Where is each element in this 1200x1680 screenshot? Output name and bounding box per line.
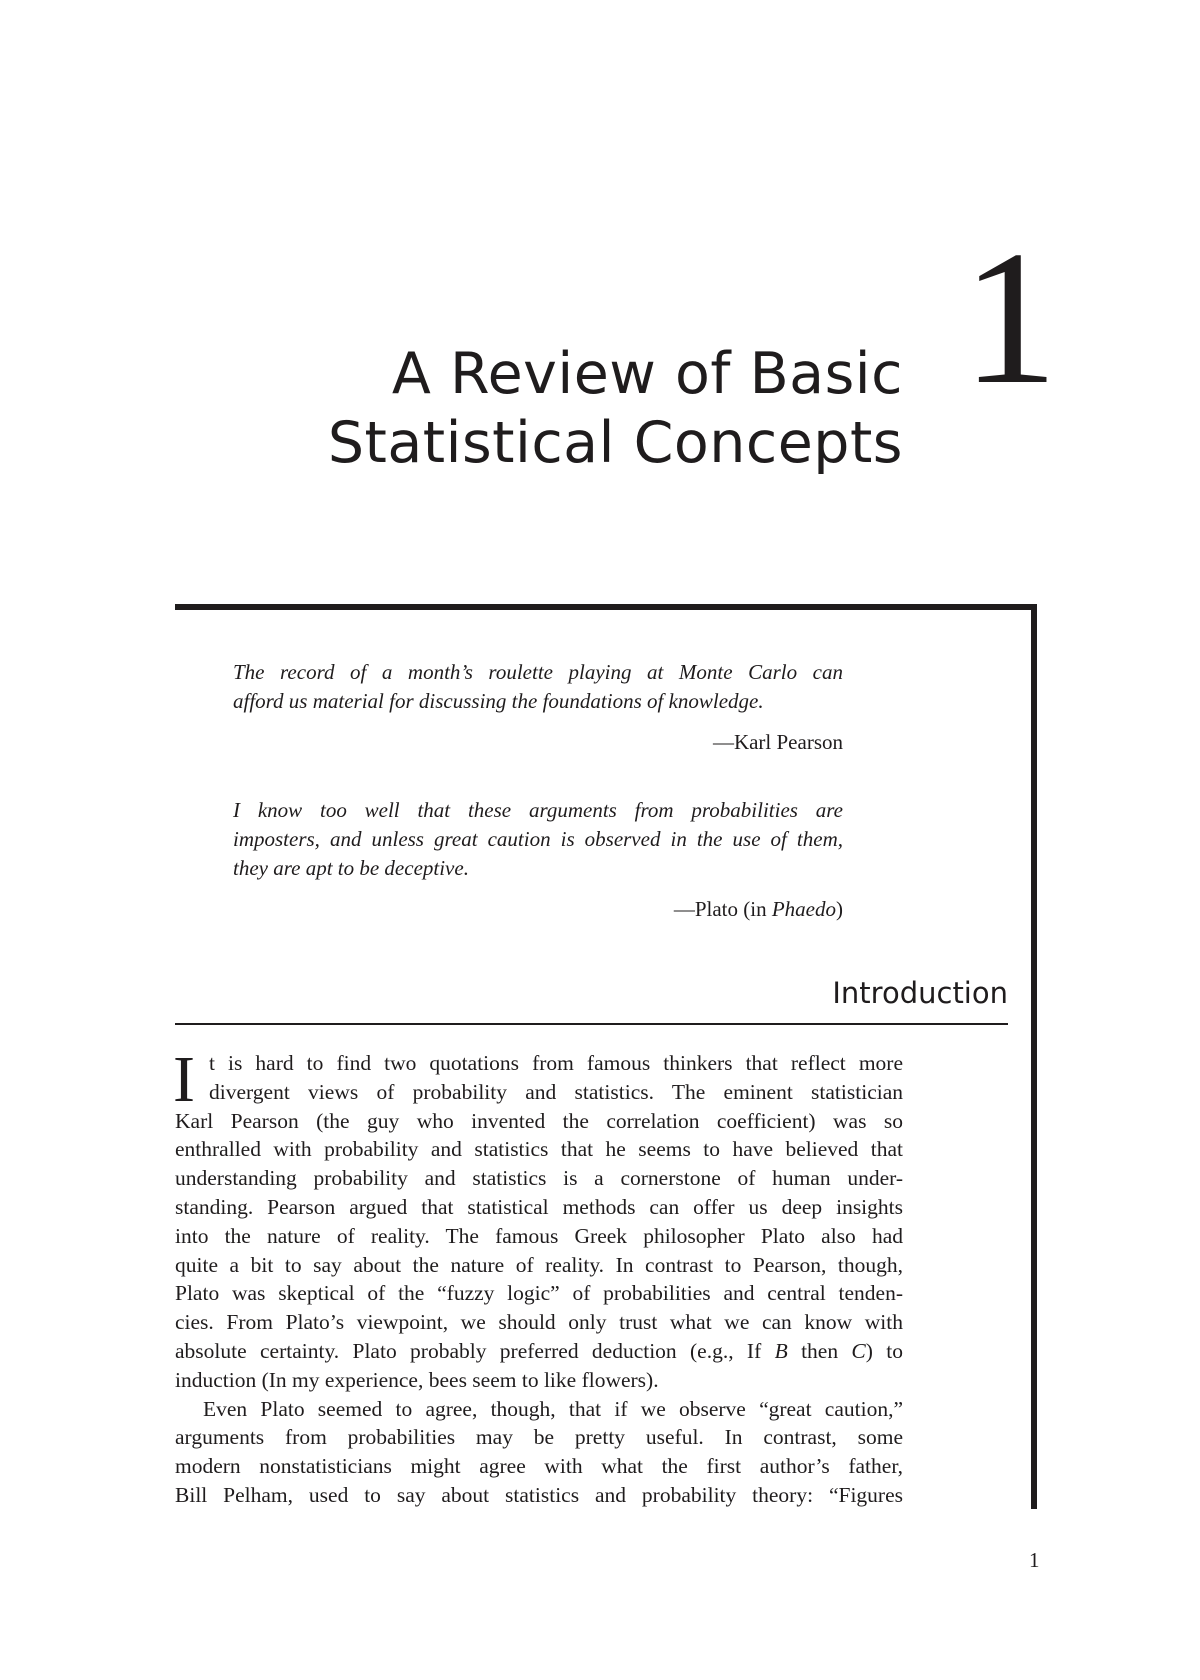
epigraph-line: I know too well that these arguments from probabilities are [233,798,843,822]
body-italic: C [851,1338,866,1363]
chapter-title-line-1: A Review of Basic [391,341,903,407]
body-line: modern nonstatisticians might agree with what the first author’s father, [175,1454,903,1479]
body-line [175,1337,903,1366]
body-line: cies. From Plato’s viewpoint, we should only trust what we can know with [175,1310,903,1335]
drop-cap: I [173,1043,195,1116]
epigraph-line: imposters, and unless great caution is observed in the use of them, [233,827,843,851]
body-fragment: then [787,1338,852,1363]
chapter-number: 1 [962,211,1058,424]
body-line: divergent views of probability and statistics. The eminent statistician [209,1079,903,1104]
epigraph-line: they are apt to be deceptive. [233,856,469,880]
body-italic: B [774,1338,788,1363]
epigraph-attribution-plato [674,895,843,924]
body-line: into the nature of reality. The famous Greek philosopher Plato also had [175,1223,903,1248]
body-line: understanding probability and statistics is a cornerstone of human under- [175,1166,903,1191]
body-line: Plato was skeptical of the “fuzzy logic” of probabilities and central tenden- [175,1281,903,1306]
frame-top-rule [175,604,1037,610]
epigraph-plato [233,796,843,883]
frame-right-rule [1031,604,1037,1509]
body-line: Even Plato seemed to agree, though, that if we observe “great caution,” [203,1396,903,1421]
body-fragment: absolute certainty. Plato probably preferred deduction (e.g., If [175,1338,775,1363]
attribution-suffix: ) [836,897,843,921]
attribution-work: Phaedo [771,897,836,921]
body-line: Bill Pelham, used to say about statistics and probability theory: “Figures [175,1482,903,1507]
epigraph-line: afford us material for discussing the foundations of knowledge. [233,689,764,713]
epigraph-pearson [233,658,843,716]
body-line: induction (In my experience, bees seem to like flowers). [175,1367,659,1392]
body-line: standing. Pearson argued that statistical methods can offer us deep insights [175,1194,903,1219]
attribution-prefix: —Plato (in [673,897,772,921]
body-line: t is hard to find two quotations from famous thinkers that reflect more [209,1051,903,1075]
chapter-title-line-2: Statistical Concepts [327,410,903,476]
body-line: enthralled with probability and statistics that he seems to have believed that [175,1137,903,1162]
section-heading: Introduction [832,976,1008,1010]
epigraph-line: The record of a month’s roulette playing at Monte Carlo can [233,660,843,684]
epigraph-attribution-pearson: —Karl Pearson [712,730,843,754]
chapter-title [328,340,903,478]
body-line: quite a bit to say about the nature of reality. In contrast to Pearson, though, [175,1252,903,1277]
body-text [173,1043,903,1510]
page-number: 1 [1029,1548,1040,1572]
body-line: arguments from probabilities may be pretty useful. In contrast, some [175,1425,903,1450]
section-rule [175,1023,1008,1025]
body-fragment: ) to [865,1338,903,1363]
body-line: Karl Pearson (the guy who invented the correlation coefficient) was so [175,1108,903,1133]
